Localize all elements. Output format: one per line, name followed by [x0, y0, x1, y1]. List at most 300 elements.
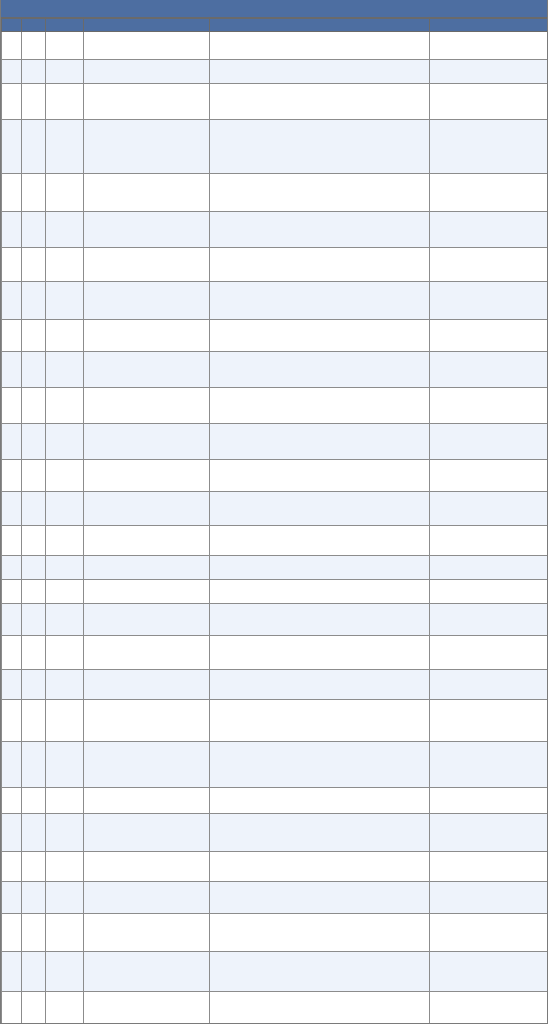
row-file-name-cell [84, 814, 210, 852]
row-issuing-department-cell [430, 460, 548, 492]
row-issuing-department [432, 68, 547, 75]
row-region [24, 42, 43, 49]
row-key-points-cell [210, 670, 430, 700]
row-key-points-cell [210, 992, 430, 1024]
row-issuing-department-cell [430, 604, 548, 636]
row-file-name [86, 797, 207, 804]
row-time-cell [46, 580, 84, 604]
row-region-cell [22, 580, 46, 604]
header-file-name [84, 19, 210, 32]
row-id-cell [2, 636, 22, 670]
table-row [2, 526, 548, 556]
row-file-name-cell [84, 852, 210, 882]
row-issuing-department [432, 366, 547, 373]
row-file-name-cell [84, 248, 210, 282]
row-time-cell [46, 388, 84, 424]
row-file-name-cell [84, 84, 210, 120]
table-row [2, 352, 548, 388]
row-file-name [86, 761, 207, 768]
row-time [48, 472, 81, 479]
row-id [4, 472, 19, 479]
row-file-name-cell [84, 60, 210, 84]
row-issuing-department-cell [430, 526, 548, 556]
row-key-points-cell [210, 492, 430, 526]
row-issuing-department-cell [430, 424, 548, 460]
row-id-cell [2, 852, 22, 882]
row-id-cell [2, 60, 22, 84]
row-key-points [212, 616, 427, 623]
row-id [4, 42, 19, 49]
table-body [2, 32, 548, 1024]
row-id [4, 366, 19, 373]
row-file-name [86, 226, 207, 233]
table-row [2, 700, 548, 742]
table-row [2, 212, 548, 248]
row-file-name [86, 1009, 207, 1016]
row-time-cell [46, 604, 84, 636]
row-issuing-department-cell [430, 492, 548, 526]
row-file-name [86, 402, 207, 409]
row-time [48, 649, 81, 656]
policy-table [1, 18, 548, 1024]
row-file-name [86, 649, 207, 656]
row-region [24, 402, 43, 409]
row-region-cell [22, 604, 46, 636]
row-key-points [212, 402, 427, 409]
row-key-points-cell [210, 604, 430, 636]
row-file-name-cell [84, 460, 210, 492]
row-region [24, 761, 43, 768]
row-key-points [212, 143, 427, 150]
row-issuing-department-cell [430, 248, 548, 282]
row-region [24, 98, 43, 105]
row-region [24, 472, 43, 479]
table-row [2, 670, 548, 700]
row-id-cell [2, 212, 22, 248]
row-id-cell [2, 882, 22, 914]
row-key-points [212, 829, 427, 836]
row-issuing-department-cell [430, 282, 548, 320]
row-file-name [86, 472, 207, 479]
table-row [2, 742, 548, 788]
header-issuing-department [430, 19, 548, 32]
row-issuing-department-cell [430, 120, 548, 174]
row-key-points [212, 797, 427, 804]
row-file-name [86, 143, 207, 150]
table-row [2, 604, 548, 636]
row-file-name [86, 929, 207, 936]
row-key-points [212, 863, 427, 870]
row-issuing-department-cell [430, 882, 548, 914]
row-region [24, 564, 43, 571]
row-time-cell [46, 424, 84, 460]
table-row [2, 814, 548, 852]
row-id [4, 929, 19, 936]
row-key-points [212, 98, 427, 105]
table-row [2, 952, 548, 992]
row-region [24, 505, 43, 512]
row-region-cell [22, 670, 46, 700]
row-file-name [86, 829, 207, 836]
row-file-name [86, 968, 207, 975]
row-time [48, 1009, 81, 1016]
row-issuing-department-cell [430, 670, 548, 700]
row-key-points-cell [210, 282, 430, 320]
row-id [4, 717, 19, 724]
row-file-name-cell [84, 992, 210, 1024]
row-key-points [212, 564, 427, 571]
row-time [48, 588, 81, 595]
row-key-points [212, 761, 427, 768]
row-issuing-department [432, 929, 547, 936]
row-region-cell [22, 636, 46, 670]
row-key-points-cell [210, 212, 430, 248]
row-id [4, 297, 19, 304]
row-id [4, 505, 19, 512]
row-issuing-department-cell [430, 742, 548, 788]
row-issuing-department [432, 681, 547, 688]
row-region-cell [22, 32, 46, 60]
table-row [2, 580, 548, 604]
row-id-cell [2, 492, 22, 526]
row-time-cell [46, 120, 84, 174]
row-key-points-cell [210, 84, 430, 120]
row-key-points [212, 226, 427, 233]
row-time-cell [46, 174, 84, 212]
row-time [48, 189, 81, 196]
row-id-cell [2, 952, 22, 992]
row-key-points [212, 505, 427, 512]
row-id-cell [2, 604, 22, 636]
row-issuing-department [432, 797, 547, 804]
row-issuing-department [432, 1009, 547, 1016]
row-id [4, 588, 19, 595]
row-file-name-cell [84, 556, 210, 580]
row-time-cell [46, 492, 84, 526]
row-time-cell [46, 526, 84, 556]
row-file-name-cell [84, 788, 210, 814]
row-id-cell [2, 424, 22, 460]
row-region-cell [22, 952, 46, 992]
row-time-cell [46, 636, 84, 670]
row-id-cell [2, 700, 22, 742]
row-id [4, 98, 19, 105]
table-row [2, 852, 548, 882]
row-region [24, 717, 43, 724]
row-time [48, 143, 81, 150]
row-id-cell [2, 742, 22, 788]
row-key-points-cell [210, 60, 430, 84]
row-time-cell [46, 788, 84, 814]
row-id [4, 616, 19, 623]
row-id-cell [2, 526, 22, 556]
row-key-points [212, 42, 427, 49]
row-id [4, 649, 19, 656]
row-key-points-cell [210, 952, 430, 992]
row-issuing-department [432, 588, 547, 595]
row-issuing-department [432, 505, 547, 512]
row-issuing-department-cell [430, 914, 548, 952]
row-time [48, 717, 81, 724]
row-issuing-department-cell [430, 60, 548, 84]
row-time-cell [46, 814, 84, 852]
row-file-name [86, 297, 207, 304]
row-key-points [212, 261, 427, 268]
row-region [24, 968, 43, 975]
row-file-name [86, 438, 207, 445]
row-time-cell [46, 882, 84, 914]
row-time [48, 681, 81, 688]
row-time-cell [46, 60, 84, 84]
row-key-points-cell [210, 320, 430, 352]
row-time [48, 863, 81, 870]
row-key-points [212, 968, 427, 975]
row-issuing-department-cell [430, 84, 548, 120]
row-issuing-department [432, 42, 547, 49]
row-time-cell [46, 742, 84, 788]
row-file-name [86, 366, 207, 373]
row-key-points [212, 894, 427, 901]
header-region [22, 19, 46, 32]
row-issuing-department [432, 863, 547, 870]
row-region-cell [22, 84, 46, 120]
row-issuing-department-cell [430, 212, 548, 248]
row-id [4, 402, 19, 409]
row-issuing-department-cell [430, 952, 548, 992]
row-region-cell [22, 492, 46, 526]
row-time [48, 537, 81, 544]
row-time [48, 226, 81, 233]
row-issuing-department-cell [430, 174, 548, 212]
table-row [2, 460, 548, 492]
row-time [48, 797, 81, 804]
row-id [4, 894, 19, 901]
row-issuing-department-cell [430, 636, 548, 670]
row-file-name-cell [84, 670, 210, 700]
row-issuing-department [432, 226, 547, 233]
row-region [24, 863, 43, 870]
row-file-name-cell [84, 492, 210, 526]
header-id [2, 19, 22, 32]
row-id [4, 863, 19, 870]
row-time-cell [46, 32, 84, 60]
row-file-name [86, 588, 207, 595]
row-issuing-department-cell [430, 992, 548, 1024]
row-region-cell [22, 424, 46, 460]
table-row [2, 788, 548, 814]
table-row [2, 84, 548, 120]
row-file-name-cell [84, 388, 210, 424]
row-time [48, 616, 81, 623]
row-issuing-department-cell [430, 788, 548, 814]
row-file-name [86, 332, 207, 339]
row-id [4, 226, 19, 233]
row-file-name-cell [84, 580, 210, 604]
table-row [2, 174, 548, 212]
row-issuing-department [432, 894, 547, 901]
header-time [46, 19, 84, 32]
row-file-name-cell [84, 700, 210, 742]
row-file-name-cell [84, 604, 210, 636]
row-region [24, 616, 43, 623]
row-time-cell [46, 700, 84, 742]
row-key-points [212, 1009, 427, 1016]
row-region-cell [22, 352, 46, 388]
row-region-cell [22, 174, 46, 212]
row-id [4, 829, 19, 836]
row-id [4, 681, 19, 688]
row-id-cell [2, 282, 22, 320]
row-region [24, 226, 43, 233]
row-key-points-cell [210, 424, 430, 460]
row-time [48, 332, 81, 339]
row-id-cell [2, 992, 22, 1024]
table-row [2, 492, 548, 526]
row-key-points-cell [210, 882, 430, 914]
row-region [24, 1009, 43, 1016]
row-id-cell [2, 84, 22, 120]
row-key-points-cell [210, 526, 430, 556]
row-id [4, 189, 19, 196]
row-file-name-cell [84, 882, 210, 914]
row-region [24, 366, 43, 373]
row-region [24, 649, 43, 656]
row-region [24, 681, 43, 688]
table-row [2, 992, 548, 1024]
row-key-points-cell [210, 120, 430, 174]
row-key-points-cell [210, 556, 430, 580]
row-issuing-department [432, 717, 547, 724]
row-id-cell [2, 460, 22, 492]
row-region-cell [22, 882, 46, 914]
row-key-points-cell [210, 248, 430, 282]
row-issuing-department-cell [430, 580, 548, 604]
row-id [4, 1009, 19, 1016]
table-row [2, 248, 548, 282]
row-key-points-cell [210, 914, 430, 952]
row-file-name [86, 98, 207, 105]
row-region-cell [22, 212, 46, 248]
row-key-points-cell [210, 352, 430, 388]
row-region [24, 261, 43, 268]
row-key-points [212, 537, 427, 544]
row-issuing-department [432, 261, 547, 268]
row-file-name [86, 189, 207, 196]
row-key-points-cell [210, 460, 430, 492]
row-region-cell [22, 460, 46, 492]
row-time [48, 761, 81, 768]
row-issuing-department-cell [430, 320, 548, 352]
row-issuing-department [432, 332, 547, 339]
table-row [2, 60, 548, 84]
row-key-points-cell [210, 742, 430, 788]
table-row [2, 32, 548, 60]
row-time-cell [46, 952, 84, 992]
row-issuing-department-cell [430, 352, 548, 388]
row-time [48, 438, 81, 445]
row-issuing-department-cell [430, 32, 548, 60]
row-region [24, 588, 43, 595]
row-region [24, 829, 43, 836]
row-key-points-cell [210, 636, 430, 670]
row-key-points-cell [210, 174, 430, 212]
row-region-cell [22, 120, 46, 174]
row-key-points [212, 717, 427, 724]
row-issuing-department [432, 968, 547, 975]
row-time [48, 968, 81, 975]
header-key-points [210, 19, 430, 32]
row-issuing-department [432, 189, 547, 196]
row-key-points-cell [210, 32, 430, 60]
row-key-points-cell [210, 388, 430, 424]
row-file-name-cell [84, 636, 210, 670]
row-file-name [86, 505, 207, 512]
table-header-row [2, 19, 548, 32]
row-time-cell [46, 282, 84, 320]
row-key-points [212, 472, 427, 479]
row-time-cell [46, 248, 84, 282]
row-id-cell [2, 352, 22, 388]
row-id-cell [2, 120, 22, 174]
row-file-name [86, 564, 207, 571]
row-file-name-cell [84, 320, 210, 352]
row-issuing-department [432, 564, 547, 571]
row-file-name-cell [84, 282, 210, 320]
row-time-cell [46, 556, 84, 580]
sheet-title [1, 0, 547, 18]
row-id-cell [2, 556, 22, 580]
row-issuing-department [432, 143, 547, 150]
row-time-cell [46, 670, 84, 700]
row-id-cell [2, 32, 22, 60]
table-row [2, 320, 548, 352]
row-time [48, 829, 81, 836]
row-issuing-department [432, 616, 547, 623]
row-time [48, 402, 81, 409]
row-file-name-cell [84, 174, 210, 212]
row-issuing-department [432, 297, 547, 304]
table-row [2, 882, 548, 914]
row-key-points [212, 68, 427, 75]
row-key-points-cell [210, 788, 430, 814]
row-time [48, 894, 81, 901]
row-key-points [212, 332, 427, 339]
row-region-cell [22, 992, 46, 1024]
row-issuing-department [432, 829, 547, 836]
row-file-name [86, 863, 207, 870]
row-id [4, 797, 19, 804]
row-time-cell [46, 84, 84, 120]
row-id [4, 143, 19, 150]
row-id [4, 968, 19, 975]
table-row [2, 636, 548, 670]
row-region-cell [22, 282, 46, 320]
row-key-points-cell [210, 852, 430, 882]
table-row [2, 120, 548, 174]
row-file-name-cell [84, 352, 210, 388]
row-time-cell [46, 320, 84, 352]
row-time-cell [46, 460, 84, 492]
table-row [2, 914, 548, 952]
row-key-points [212, 681, 427, 688]
row-region-cell [22, 700, 46, 742]
row-region [24, 297, 43, 304]
row-issuing-department-cell [430, 700, 548, 742]
row-region-cell [22, 914, 46, 952]
row-id-cell [2, 788, 22, 814]
row-file-name-cell [84, 742, 210, 788]
row-file-name [86, 681, 207, 688]
